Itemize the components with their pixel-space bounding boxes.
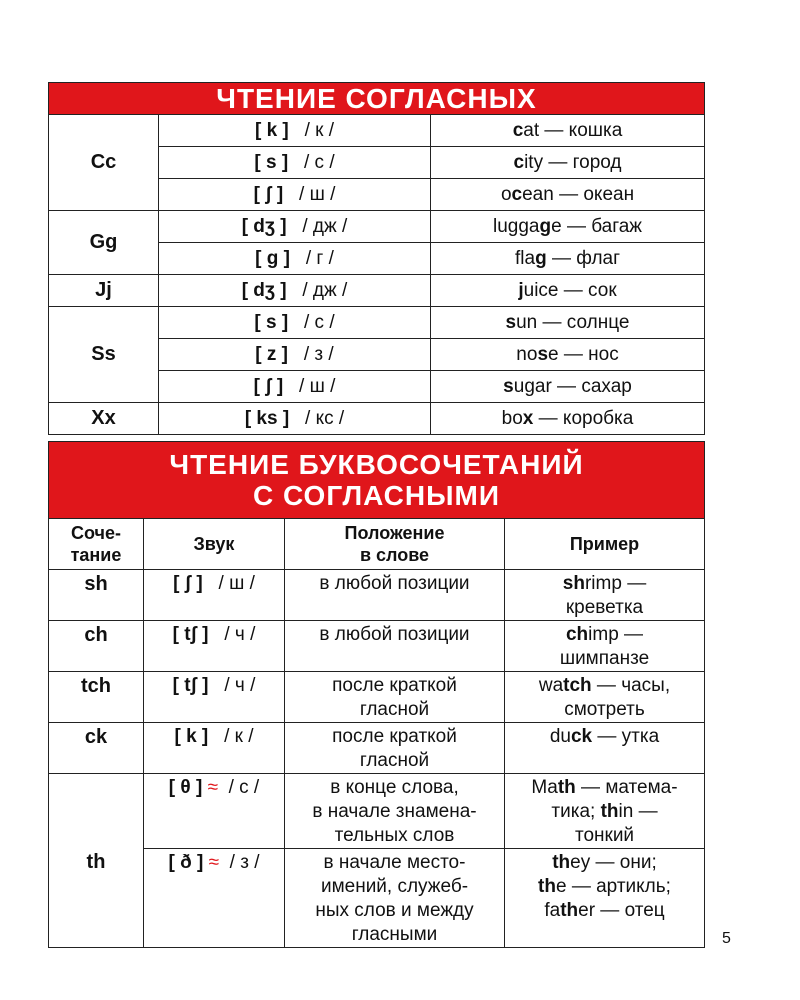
sound-cell: [ tʃ ] / ч / [144,672,285,723]
position-cell: после краткой гласной [285,723,505,774]
example-cell: Math — матема- тика; thin — тонкий [505,774,705,849]
position-cell: после краткой гласной [285,672,505,723]
sound-cell: [ g ] / г / [159,243,431,275]
title-line-2: С СОГЛАСНЫМИ [253,480,500,511]
sound-cell: [ k ] / к / [144,723,285,774]
sound-cell: [ ʃ ] / ш / [144,570,285,621]
table-row [49,672,705,723]
combinations-table [48,441,705,948]
letter-cell: Cc [49,115,159,211]
example-cell: cat — кошка [431,115,705,147]
example-cell: luggage — багаж [431,211,705,243]
example-cell: ocean — океан [431,179,705,211]
table-row [49,849,705,948]
sound-cell: [ dʒ ] / дж / [159,275,431,307]
comb-cell: ck [49,723,144,774]
position-cell: в любой позиции [285,621,505,672]
table-row [49,211,705,243]
comb-cell: ch [49,621,144,672]
col-example: Пример [505,519,705,570]
sound-cell: [ ʃ ] / ш / [159,179,431,211]
col-combination: Соче- тание [49,519,144,570]
position-cell: в начале место- имений, служеб- ных слов и между гласными [285,849,505,948]
example-cell: duck — утка [505,723,705,774]
example-cell: juice — сок [431,275,705,307]
sound-cell: [ tʃ ] / ч / [144,621,285,672]
letter-cell: Gg [49,211,159,275]
example-cell: city — город [431,147,705,179]
sound-cell: [ θ ] ≈ / с / [144,774,285,849]
example-cell: watch — часы, смотреть [505,672,705,723]
example-cell: chimp — шимпанзе [505,621,705,672]
letter-cell: Ss [49,307,159,403]
sound-cell: [ z ] / з / [159,339,431,371]
example-cell: box — коробка [431,403,705,435]
table-row [49,115,705,147]
consonants-title: ЧТЕНИЕ СОГЛАСНЫХ [49,83,705,115]
example-cell: sugar — сахар [431,371,705,403]
consonants-table [48,82,705,435]
letter-cell: Jj [49,275,159,307]
position-cell: в любой позиции [285,570,505,621]
page-number: 5 [722,930,731,947]
sound-cell: [ s ] / с / [159,147,431,179]
table-row [49,774,705,849]
table-row [49,570,705,621]
table-row [49,723,705,774]
sound-cell: [ ks ] / кс / [159,403,431,435]
table-row [49,275,705,307]
example-cell: nose — нос [431,339,705,371]
position-cell: в конце слова, в начале знамена- тельных слов [285,774,505,849]
title-line-1: ЧТЕНИЕ БУКВОСОЧЕТАНИЙ [169,449,584,480]
col-position: Положение в слове [285,519,505,570]
example-cell: sun — солнце [431,307,705,339]
sound-cell: [ ʃ ] / ш / [159,371,431,403]
sound-cell: [ dʒ ] / дж / [159,211,431,243]
table-row [49,621,705,672]
example-cell: they — они; the — артикль; father — отец [505,849,705,948]
example-cell: shrimp — креветка [505,570,705,621]
example-cell: flag — флаг [431,243,705,275]
sound-cell: [ k ] / к / [159,115,431,147]
comb-cell: th [49,774,144,948]
comb-cell: tch [49,672,144,723]
table-row [49,307,705,339]
table-row [49,403,705,435]
combinations-title [49,442,705,519]
letter-cell: Xx [49,403,159,435]
sound-cell: [ s ] / с / [159,307,431,339]
col-sound: Звук [144,519,285,570]
sound-cell: [ ð ] ≈ / з / [144,849,285,948]
comb-cell: sh [49,570,144,621]
